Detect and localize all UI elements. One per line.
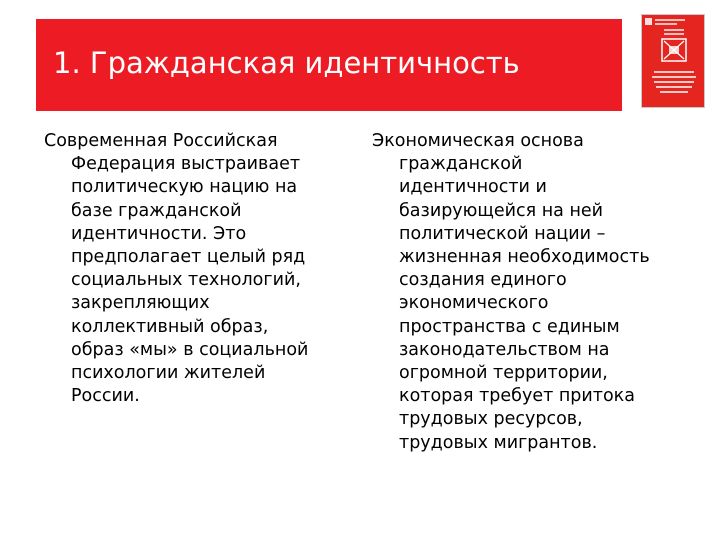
title-banner <box>36 19 622 111</box>
right-paragraph: Экономическая основа гражданской идентичности и базирующейся на ней политической нации – жизненная необходимость создания единого экономического пространства с единым законодательством на огромной территории, которая требует притока трудовых ресурсов, трудовых мигрантов. <box>372 131 650 453</box>
book-cover-image <box>641 14 705 108</box>
right-text-column <box>372 130 692 455</box>
book-cover-icon <box>642 15 705 108</box>
slide-title: 1. Гражданская идентичность <box>53 46 520 80</box>
left-text-column <box>44 130 344 408</box>
left-paragraph: Современная Российская Федерация выстраивает политическую нацию на базе гражданской идентичности. Это предполагает целый ряд социальных технологий, закрепляющих коллективный образ, образ «мы» в социальной психологии жителей России. <box>44 131 309 407</box>
